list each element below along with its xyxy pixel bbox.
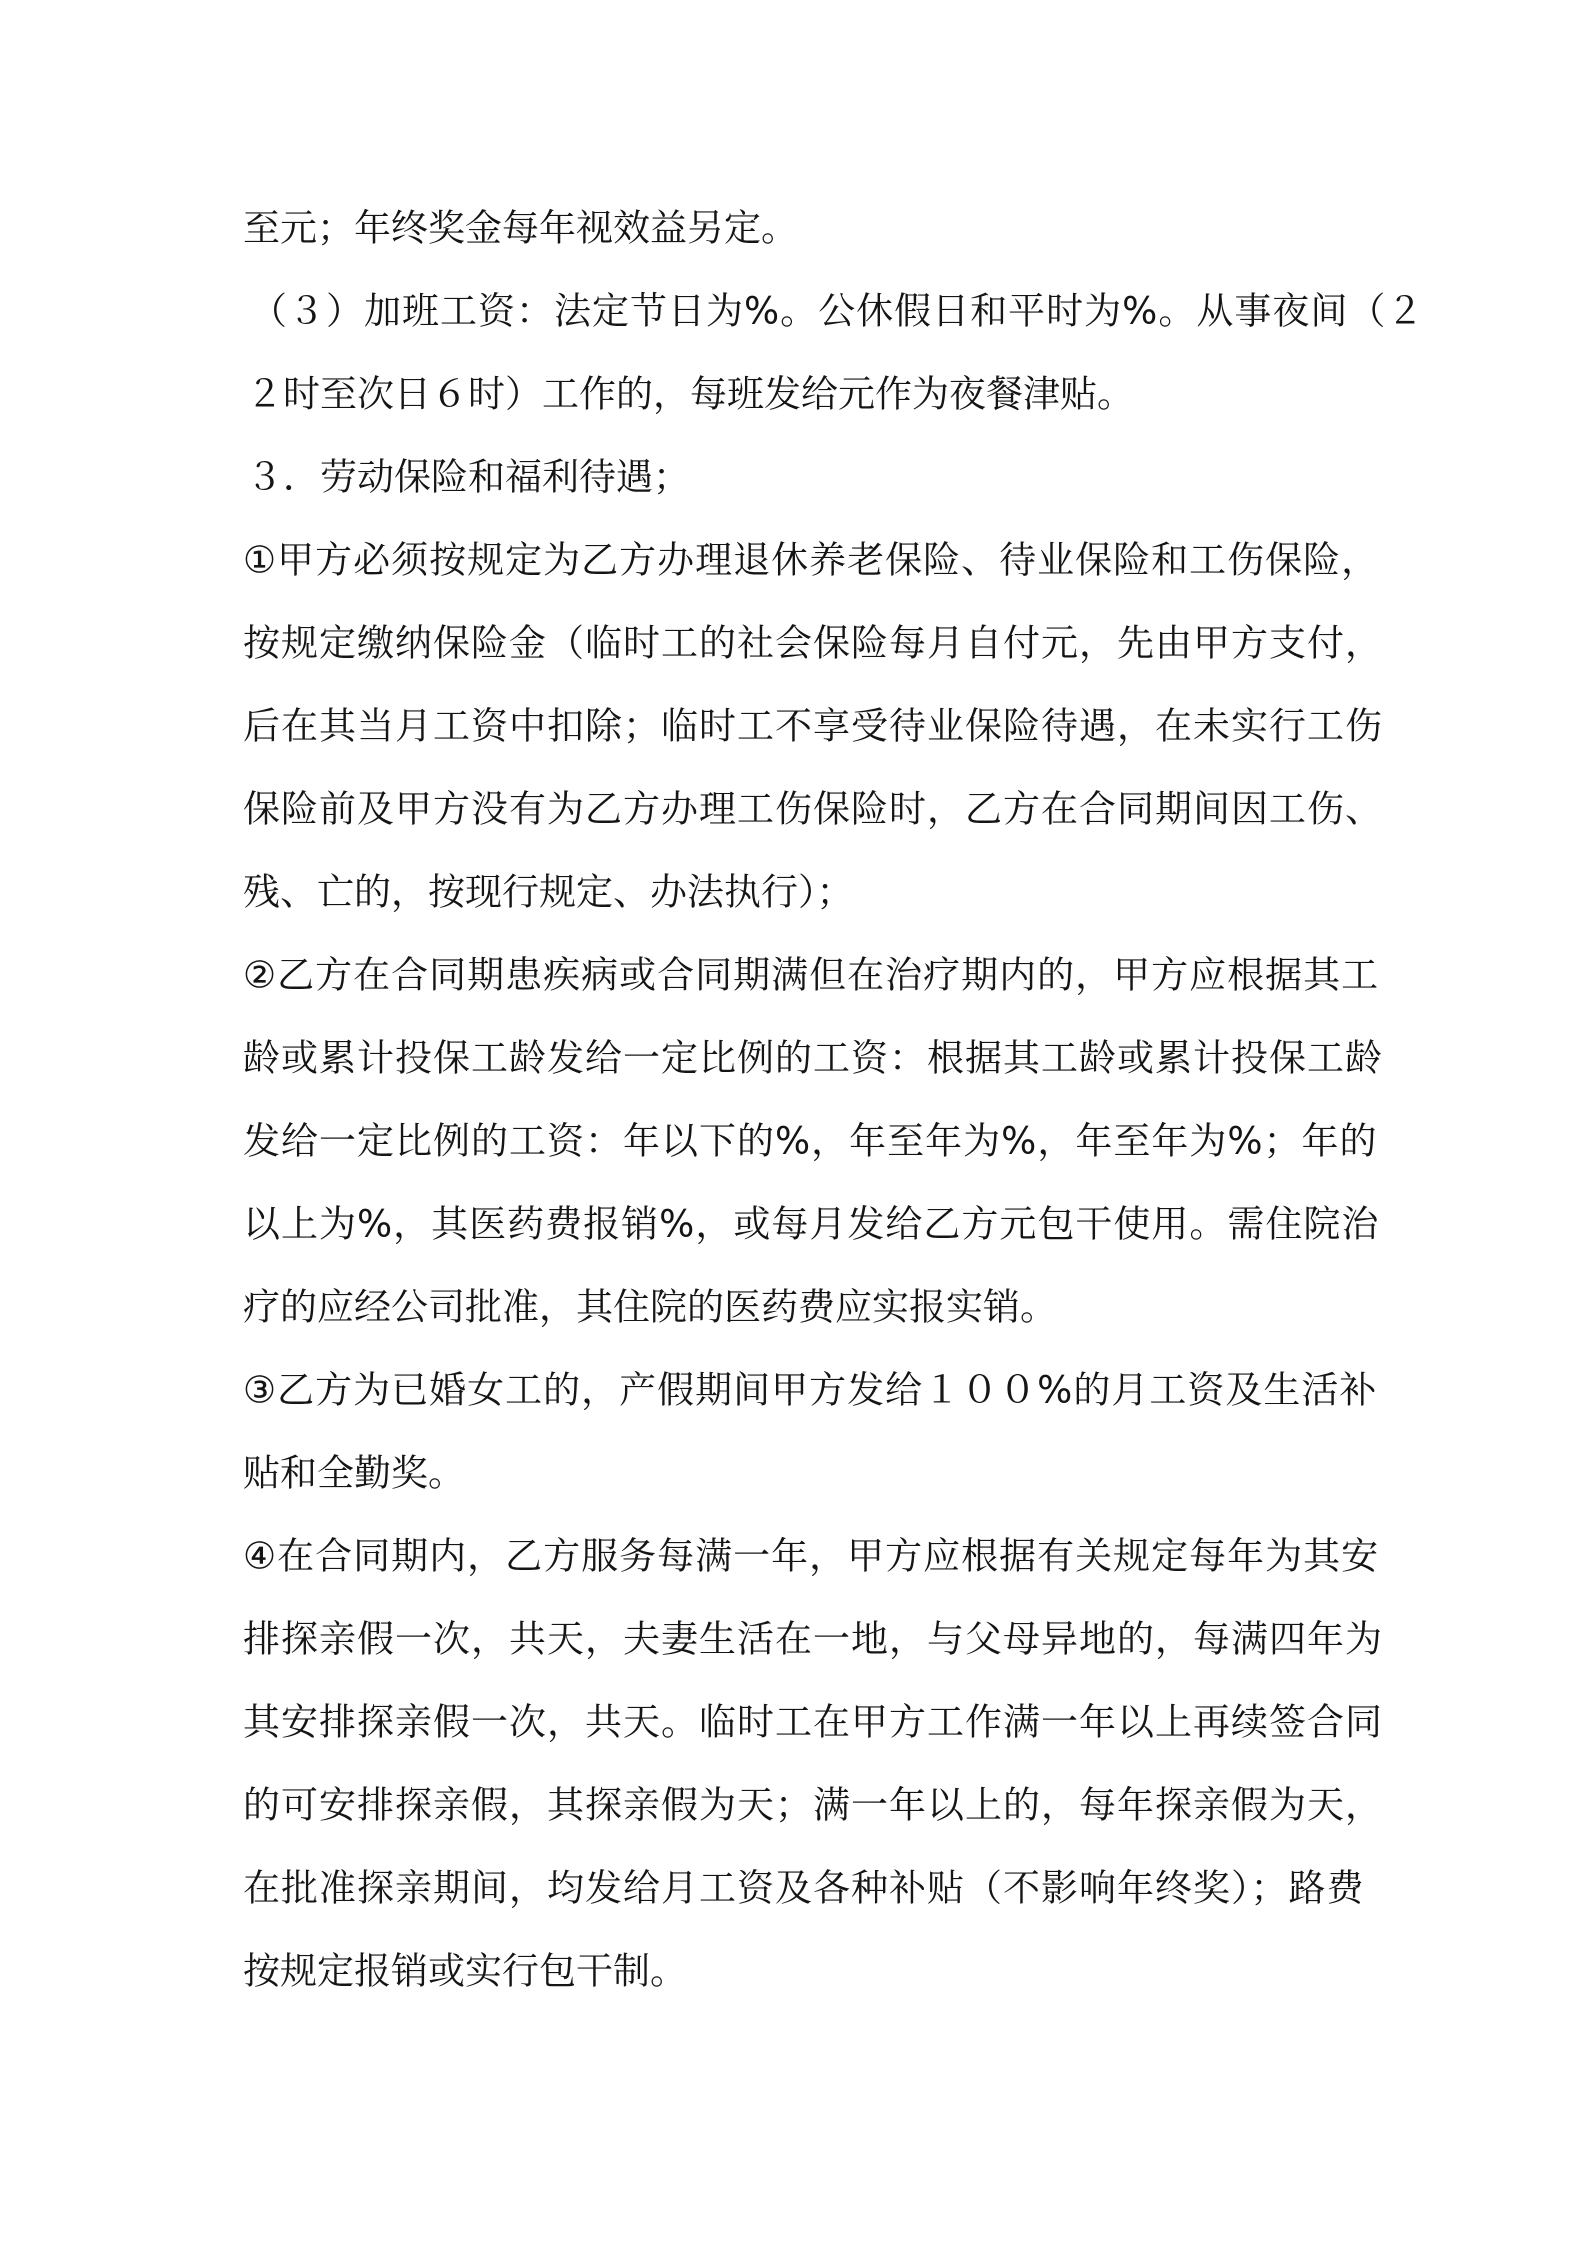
text-line: ②乙方在合同期患疾病或合同期满但在治疗期内的，甲方应根据其工 (243, 953, 1380, 997)
text-line: 龄或累计投保工龄发给一定比例的工资：根据其工龄或累计投保工龄 (243, 1036, 1383, 1080)
text-line: 保险前及甲方没有为乙方办理工伤保险时，乙方在合同期间因工伤、 (243, 787, 1383, 831)
text-line: 以上为%，其医药费报销%，或每月发给乙方元包干使用。需住院治 (243, 1202, 1380, 1246)
text-line: 疗的应经公司批准，其住院的医药费应实报实销。 (243, 1285, 1057, 1329)
text-line: 在批准探亲期间，均发给月工资及各种补贴（不影响年终奖）；路费 (243, 1866, 1365, 1910)
text-line: （３）加班工资：法定节日为%。公休假日和平时为%。从事夜间（２ (250, 289, 1425, 333)
text-line: 排探亲假一次，共天，夫妻生活在一地，与父母异地的，每满四年为 (243, 1617, 1383, 1661)
text-line: 按规定报销或实行包干制。 (243, 1949, 687, 1993)
text-line: ①甲方必须按规定为乙方办理退休养老保险、待业保险和工伤保险， (243, 538, 1380, 582)
text-line: 按规定缴纳保险金（临时工的社会保险每月自付元，先由甲方支付， (243, 621, 1383, 665)
text-line: ２时至次日６时）工作的，每班发给元作为夜餐津贴。 (246, 372, 1134, 416)
text-line: ３．劳动保险和福利待遇； (246, 455, 690, 499)
text-line: ③乙方为已婚女工的，产假期间甲方发给１００%的月工资及生活补 (243, 1368, 1378, 1412)
text-line: 其安排探亲假一次，共天。临时工在甲方工作满一年以上再续签合同 (243, 1700, 1383, 1744)
text-line: ④在合同期内，乙方服务每满一年，甲方应根据有关规定每年为其安 (243, 1534, 1380, 1578)
text-line: 发给一定比例的工资：年以下的%，年至年为%，年至年为%；年的 (243, 1119, 1378, 1163)
text-line: 至元；年终奖金每年视效益另定。 (243, 206, 798, 250)
text-line: 的可安排探亲假，其探亲假为天；满一年以上的，每年探亲假为天， (243, 1783, 1383, 1827)
text-line: 后在其当月工资中扣除；临时工不享受待业保险待遇，在未实行工伤 (243, 704, 1383, 748)
text-line: 残、亡的，按现行规定、办法执行）； (243, 870, 854, 914)
text-line: 贴和全勤奖。 (243, 1451, 465, 1495)
